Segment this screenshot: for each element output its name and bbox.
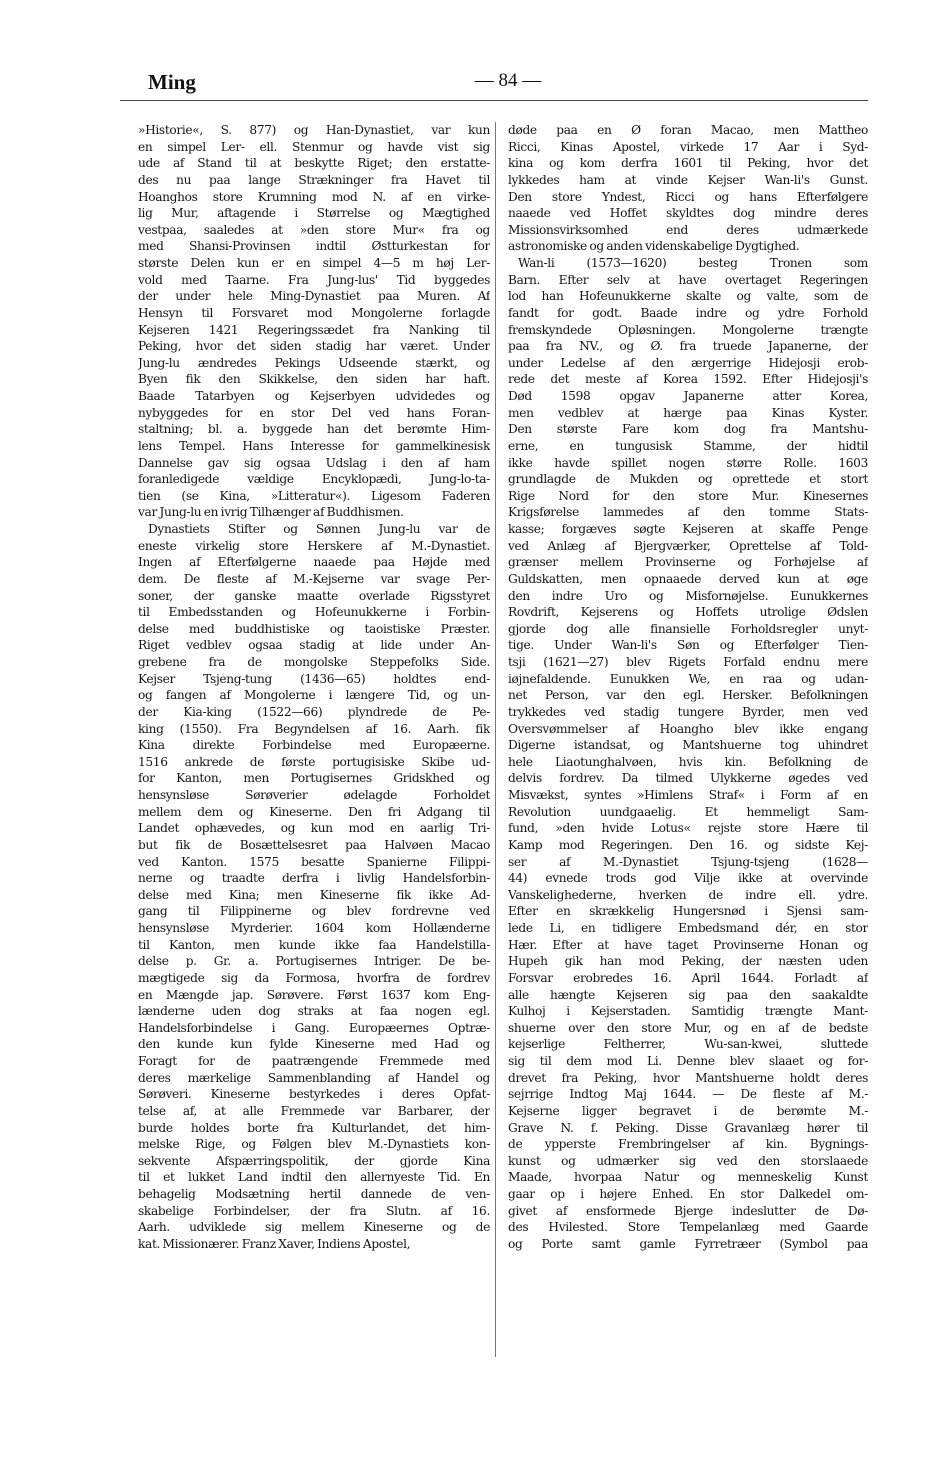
text-line: Krigsførelse lammedes af den tomme Stats- xyxy=(508,505,868,520)
text-line: Wan-li (1573—1620) besteg Tronen som xyxy=(518,256,868,270)
text-line: mægtigede sig da Formosa, hvorfra de fordrev xyxy=(138,970,490,985)
text-line: 44) evnede trods god Vilje ikke at overvinde xyxy=(508,871,868,886)
text-line: alle hængte Kejseren sig paa den saakaldte xyxy=(508,987,868,1002)
text-line: ved Kanton. 1575 besatte Spanierne Filippi- xyxy=(138,854,490,869)
text-line: fandt for godt. Baade indre og ydre Forhold xyxy=(508,305,868,320)
text-line: Rovdrift, Kejserens og Hoffets utrolige Ødslen xyxy=(508,605,868,620)
text-line: Vanskelighederne, hverken de indre ell. ydre. xyxy=(508,887,868,902)
text-line: shuerne over den store Mur, og en af de bedste xyxy=(508,1020,868,1035)
text-line: Guldskatten, men opnaaede derved kun at øge xyxy=(508,571,868,586)
text-line: Barn. Efter selv at have overtaget Regeringen xyxy=(508,272,868,287)
text-line: delse med Kina; men Kineserne fik ikke Ad- xyxy=(138,887,490,902)
text-line: Den største Fare kom dog fra Mantshu- xyxy=(508,422,868,437)
text-line: Forsvar erobredes 16. April 1644. Forladt af xyxy=(508,970,868,985)
text-line: Ingen af Efterfølgerne naaede paa Højde med xyxy=(138,555,490,570)
text-line: tsji (1621—27) blev Rigets Forfald endnu mere xyxy=(508,655,868,669)
text-line: paa fra NV., og Ø. fra truede Japanerne, der xyxy=(508,339,868,354)
text-line: Den store Yndest, Ricci og hans Efterfølgere xyxy=(508,189,868,204)
text-line: var Jung-lu en ivrig Tilhænger af Buddhismen. xyxy=(138,505,404,520)
text-line: Hupeh gik han mod Peking, der næsten uden xyxy=(508,954,868,969)
text-line: Dannelse gav sig ogsaa Udslag i den af ham xyxy=(138,455,490,470)
text-line: delse med buddhistiske og taoistiske Præster. xyxy=(138,621,490,636)
text-line: hensynsløse Sørøverier ødelagde Forholdet xyxy=(138,788,490,802)
text-line: foranledigede vældige Encyklopædi, Jung-lo-ta- xyxy=(138,472,490,487)
text-line: Efter en skrækkelig Hungersnød i Sjensi sam- xyxy=(508,904,868,919)
text-line: grebene fra de mongolske Steppefolks Side. xyxy=(138,655,490,669)
text-line: største Delen kun er en simpel 4—5 m høj Ler- xyxy=(138,256,490,270)
text-line: Ricci, Kinas Apostel, virkede 17 Aar i Syd- xyxy=(508,139,868,154)
text-line: tien (se Kina, »Litteratur«). Ligesom Faderen xyxy=(138,488,490,503)
text-line: rede det meste af Korea 1592. Efter Hidejosji's xyxy=(508,372,868,387)
text-line: Foragt for de paatrængende Fremmede med xyxy=(138,1054,490,1068)
text-line: naaede ved Hoffet skyldtes dog mindre deres xyxy=(508,206,868,221)
text-line: den indre Uro og Misfornøjelse. Eunukkernes xyxy=(508,588,868,603)
text-line: iøjnefaldende. Eunukken We, en raa og udan- xyxy=(508,671,868,686)
text-line: Kejserne ligger begravet i de berømte M.- xyxy=(508,1103,868,1118)
text-line: under Ledelse af den ærgerrige Hidejosji erob- xyxy=(508,355,868,370)
text-line: des nu paa lange Strækninger fra Havet til xyxy=(138,172,490,187)
text-line: for Kanton, men Portugisernes Gridskhed og xyxy=(138,771,490,786)
text-line: melske Rige, og Følgen blev M.-Dynastiets kon- xyxy=(138,1137,490,1152)
text-line: Død 1598 opgav Japanerne atter Korea, xyxy=(508,389,868,403)
text-line: kejserlige Feltherrer, Wu-san-kwei, sluttede xyxy=(508,1037,868,1052)
text-line: lig Mur, aftagende i Størrelse og Mægtighed xyxy=(138,206,490,221)
text-line: lod han Hofeunukkerne skalte og valte, som de xyxy=(508,289,868,304)
header-rule xyxy=(120,100,868,101)
text-line: Jung-lu ændredes Pekings Udseende stærkt, og xyxy=(138,355,490,370)
text-line: gjorde dog alle finansielle Forholdsregler unyt- xyxy=(508,621,868,636)
text-line: Kina direkte Forbindelse med Europæerne. xyxy=(138,738,490,753)
text-line: king (1550). Fra Begyndelsen af 16. Aarh. fik xyxy=(138,721,490,736)
text-line: Baade Tatarbyen og Kejserbyen udvidedes og xyxy=(138,389,490,403)
text-line: med Shansi-Provinsen indtil Østturkestan for xyxy=(138,239,490,254)
text-line: tige. Under Wan-li's Søn og Efterfølger Tien- xyxy=(508,638,868,653)
text-line: Kamp mod Regeringen. Den 16. og sidste Kej- xyxy=(508,837,868,852)
text-line: burde holdes borte fra Kulturlandet, det him- xyxy=(138,1120,490,1135)
text-line: delvis fordrev. Da tilmed Ulykkerne øgedes ved xyxy=(508,771,868,786)
text-line: ved Anlæg af Bjergværker, Oprettelse af Told- xyxy=(508,538,868,553)
text-line: »Historie«, S. 877) og Han-Dynastiet, var kun xyxy=(138,123,490,137)
text-line: lens Tempel. Hans Interesse for gammelkinesisk xyxy=(138,438,490,453)
text-line: drevet fra Peking, hvor Mantshuerne holdt deres xyxy=(508,1070,868,1085)
text-line: til Embedsstanden og Hofeunukkerne i Forbin- xyxy=(138,605,490,620)
text-line: Landet ophævedes, og kun mod en aarlig Tri- xyxy=(138,821,490,836)
text-line: 1516 ankrede de første portugisiske Skibe ud- xyxy=(138,754,490,769)
text-line: givet af ensformede Bjerge indeslutter de Dø- xyxy=(508,1203,868,1218)
text-line: til Kanton, men kunde ikke faa Handelstilla- xyxy=(138,937,490,952)
text-line: Sørøveri. Kineserne bestyrkedes i deres Opfat- xyxy=(138,1087,490,1102)
text-line: ude af Stand til at beskytte Riget; den erstatte- xyxy=(138,156,490,171)
column-divider xyxy=(495,122,496,1357)
text-line: Misvækst, syntes »Himlens Straf« i Form af en xyxy=(508,788,868,802)
text-line: Grave N. f. Peking. Disse Gravanlæg hører til xyxy=(508,1120,868,1135)
running-head: Ming xyxy=(148,70,196,94)
text-line: Aarh. udviklede sig mellem Kineserne og de xyxy=(138,1220,490,1235)
text-line: grænser mellem Provinserne og Forhøjelse af xyxy=(508,555,868,570)
text-line: kina og kom derfra 1601 til Peking, hvor det xyxy=(508,156,868,171)
text-line: Digerne istandsat, og Mantshuerne tog uhindret xyxy=(508,738,868,753)
text-line: vestpaa, saaledes at »den store Mur« fra og xyxy=(138,222,490,237)
text-line: Rige Nord for den store Mur. Kinesernes xyxy=(508,488,868,503)
text-line: eneste virkelig store Herskere af M.-Dynastiet. xyxy=(138,538,490,553)
text-line: erne, en tungusisk Stamme, der hidtil xyxy=(508,438,868,453)
text-line: gang til Filippinerne og blev fordrevne ved xyxy=(138,904,490,919)
text-line: fund, »den hvide Lotus« rejste store Hære til xyxy=(508,821,868,836)
text-line: des Hvilested. Store Tempelanlæg med Gaarde xyxy=(508,1220,868,1235)
text-line: lede Li, en tidligere Embedsmand dér, en stor xyxy=(508,921,868,935)
text-line: til et lukket Land indtil den allernyeste Tid. En xyxy=(138,1170,490,1185)
text-line: de ypperste Frembringelser af kin. Bygnings- xyxy=(508,1137,868,1152)
text-line: vold med Taarne. Fra Jung-lus' Tid byggedes xyxy=(138,272,490,287)
text-line: astronomiske og anden videnskabelige Dygtighed. xyxy=(508,239,800,254)
text-line: en Mængde jap. Sørøvere. Først 1637 kom Eng- xyxy=(138,987,490,1002)
text-line: ser af M.-Dynastiet Tsjung-tsjeng (1628— xyxy=(508,854,868,869)
text-line: soner, der ganske maatte overlade Rigsstyret xyxy=(138,588,490,603)
page-header xyxy=(148,64,868,104)
text-line: Maade, hvorpaa Natur og menneskelig Kunst xyxy=(508,1170,868,1185)
text-line: der under hele Ming-Dynastiet paa Muren. Af xyxy=(138,289,490,304)
text-line: hensynsløse Myrderier. 1604 kom Hollænderne xyxy=(138,921,490,935)
text-line: kunst og udmærker sig ved den storslaaede xyxy=(508,1153,868,1168)
text-line: grundlagde de Mukden og oprettede et stort xyxy=(508,472,868,487)
text-line: kat. Missionærer. Franz Xaver, Indiens Apostel, xyxy=(138,1236,411,1251)
text-line: Kulhoj i Kejserstaden. Samtidig trængte Mant- xyxy=(508,1004,868,1019)
text-line: staltning; bl. a. byggede han det berømte Him- xyxy=(138,422,490,437)
text-line: behagelig Modsætning hertil dannede de ven- xyxy=(138,1187,490,1201)
text-line: telse af, at alle Fremmede var Barbarer, der xyxy=(138,1103,490,1118)
text-line: gaar op i højere Enhed. En stor Dalkedel om- xyxy=(508,1187,868,1201)
text-line: der Kia-king (1522—66) plyndrede de Pe- xyxy=(138,704,490,719)
text-line: Dynastiets Stifter og Sønnen Jung-lu var de xyxy=(148,522,490,536)
left-column xyxy=(138,122,490,1253)
text-line: nybyggedes for en stor Del ved hans Foran- xyxy=(138,405,490,420)
text-line: sig til dem mod Li. Denne blev slaaet og for- xyxy=(508,1054,868,1068)
text-line: Oversvømmelser af Hoangho blev ikke engang xyxy=(508,721,868,736)
text-line: Revolution uundgaaelig. Et hemmeligt Sam- xyxy=(508,804,868,819)
text-line: dem. De fleste af M.-Kejserne var svage Per- xyxy=(138,571,490,586)
text-line: lænderne uden dog straks at faa nogen egl. xyxy=(138,1004,490,1019)
text-line: trykkedes ved stadig tungere Byrder, men ved xyxy=(508,704,868,719)
text-line: ikke havde spillet nogen større Rolle. 1603 xyxy=(508,455,868,470)
text-line: sejrrige Indtog Maj 1644. — De fleste af M.- xyxy=(508,1087,868,1102)
text-line: hele Liaotunghalvøen, hvis kin. Befolkning de xyxy=(508,754,868,769)
text-line: Byen fik den Skikkelse, den siden har haft. xyxy=(138,372,490,387)
text-line: Hoanghos store Krumning mod N. af en virke- xyxy=(138,189,490,204)
page-number: — 84 — xyxy=(474,70,542,91)
right-column xyxy=(508,122,868,1253)
text-line: delse p. Gr. a. Portugisernes Intriger. De be- xyxy=(138,954,490,969)
text-line: fremskyndede Opløsningen. Mongolerne trængte xyxy=(508,322,868,337)
text-line: deres mærkelige Sammenblanding af Handel og xyxy=(138,1070,490,1085)
text-line: Kejseren 1421 Regeringssædet fra Nanking til xyxy=(138,322,490,337)
text-line: Hær. Efter at have taget Provinserne Honan og xyxy=(508,937,868,952)
text-line: og Porte samt gamle Fyrretræer (Symbol paa xyxy=(508,1236,868,1251)
text-line: mellem dem og Kineserne. Den fri Adgang til xyxy=(138,804,490,819)
text-line: Kejser Tsjeng-tung (1436—65) holdtes end- xyxy=(138,671,490,686)
text-line: Hensyn til Forsvaret mod Mongolerne forlagde xyxy=(138,305,490,320)
text-line: Missionsvirksomhed end deres udmærkede xyxy=(508,222,868,237)
text-line: net Person, var den egl. Hersker. Befolkningen xyxy=(508,688,868,703)
text-line: sekvente Afspærringspolitik, der gjorde Kina xyxy=(138,1153,490,1168)
text-line: skabelige Forbindelser, der fra Slutn. af 16. xyxy=(138,1203,490,1218)
text-line: nerne og traadte derfra i livlig Handelsforbin- xyxy=(138,871,490,886)
text-line: lykkedes ham at vinde Kejser Wan-li's Gunst. xyxy=(508,172,868,187)
text-line: Handelsforbindelse i Gang. Europæernes Optræ- xyxy=(138,1020,490,1035)
text-line: kasse; forgæves søgte Kejseren at skaffe Penge xyxy=(508,522,868,536)
text-line: en simpel Ler- ell. Stenmur og havde vist sig xyxy=(138,139,490,154)
text-line: døde paa en Ø foran Macao, men Mattheo xyxy=(508,123,868,137)
text-line: Peking, hvor det siden stadig har været. Under xyxy=(138,339,490,354)
text-line: den kunde kun fylde Kineserne med Had og xyxy=(138,1037,490,1052)
text-line: but fik de Bosættelsesret paa Halvøen Macao xyxy=(138,837,490,852)
text-line: Riget vedblev ogsaa stadig at lide under An- xyxy=(138,638,490,653)
text-line: men vedblev at hærge paa Kinas Kyster. xyxy=(508,405,868,420)
text-line: og fangen af Mongolerne i længere Tid, og un- xyxy=(138,688,490,703)
